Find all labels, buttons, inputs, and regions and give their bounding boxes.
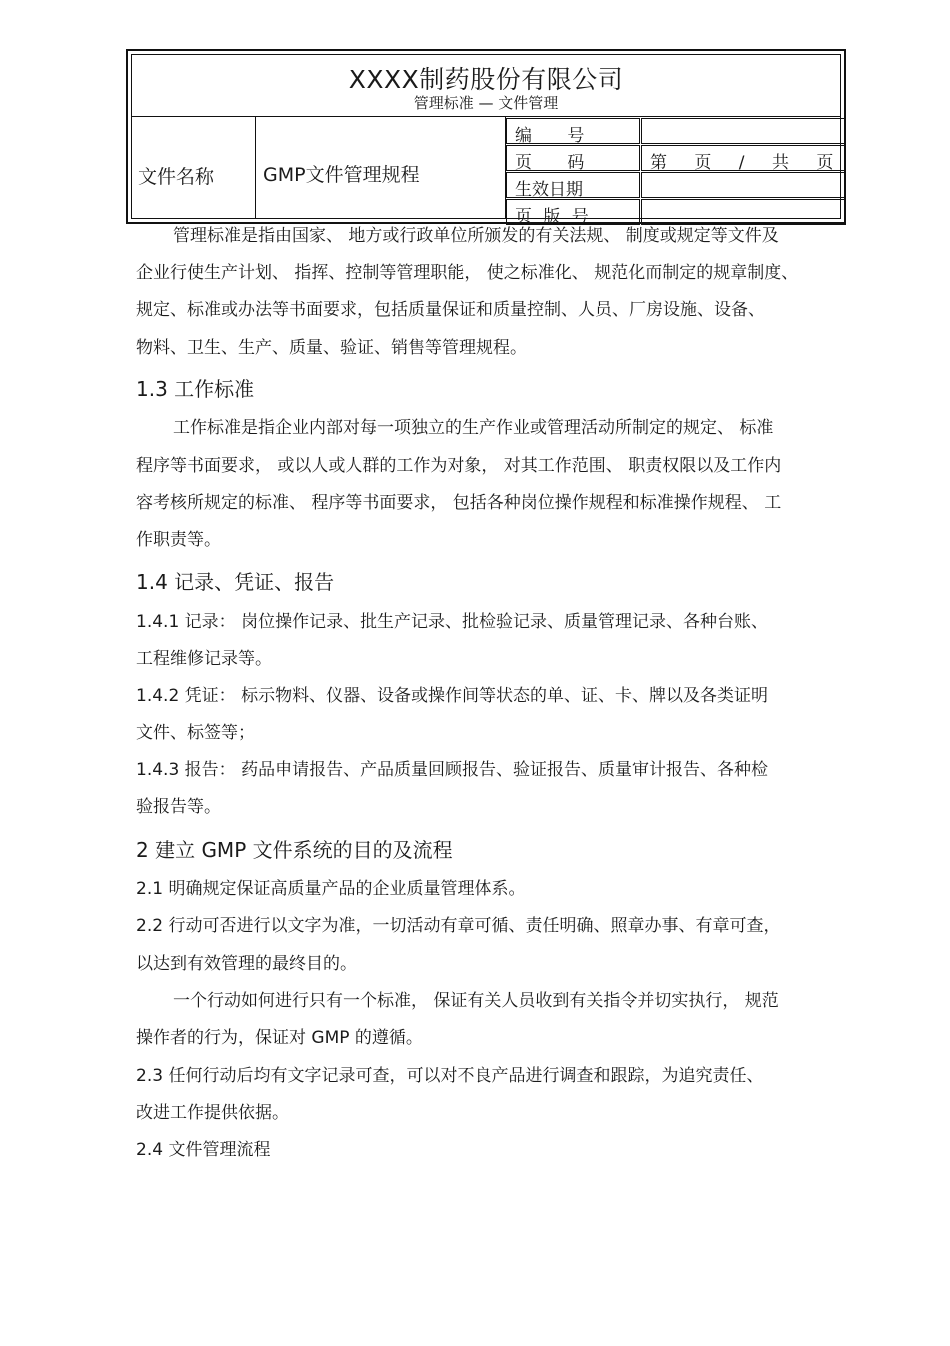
page-label: 页 码 (515, 153, 585, 173)
file-name-value: GMP文件管理规程 (263, 164, 420, 186)
paragraph-line: 改进工作提供依据。 (136, 1103, 289, 1123)
paragraph-line: 验报告等。 (136, 797, 221, 817)
document-category: 管理标准 — 文件管理 (413, 94, 559, 112)
paragraph-line: 以达到有效管理的最终目的。 (136, 954, 357, 974)
page-value: 第 页 / 共 页 (650, 153, 834, 173)
paragraph-line: 容考核所规定的标准、 程序等书面要求， 包括各种岗位操作规程和标准操作规程、 工 (136, 493, 782, 513)
paragraph-line: 工程维修记录等。 (136, 649, 272, 669)
document-header-inner (131, 54, 841, 227)
paragraph-line: 1.4.1 记录： 岗位操作记录、批生产记录、批检验记录、质量管理记录、各种台账、 (136, 612, 769, 632)
paragraph-line: 操作者的行为，保证对 GMP 的遵循。 (136, 1028, 423, 1048)
title-row (132, 55, 840, 117)
section-heading-2: 2 建立 GMP 文件系统的目的及流程 (136, 838, 453, 862)
effective-date-value-box (641, 172, 846, 198)
paragraph-line: 2.3 任何行动后均有文字记录可查，可以对不良产品进行调查和跟踪，为追究责任、 (136, 1066, 764, 1086)
file-name-label: 文件名称 (138, 166, 215, 188)
number-value-box (641, 118, 846, 144)
divider-1 (255, 117, 256, 218)
paragraph-line: 2.1 明确规定保证高质量产品的企业质量管理体系。 (136, 879, 526, 899)
section-heading-1-4: 1.4 记录、凭证、报告 (136, 570, 335, 594)
paragraph-line: 规定、标准或办法等书面要求，包括质量保证和质量控制、人员、厂房设施、设备、 (136, 300, 765, 320)
paragraph-line: 文件、标签等； (136, 723, 255, 743)
section-heading-1-3: 1.3 工作标准 (136, 377, 255, 401)
paragraph-line: 作职责等。 (136, 530, 221, 550)
document-header (126, 49, 846, 227)
company-name: XXXX制药股份有限公司 (348, 65, 624, 94)
number-label: 编 号 (515, 126, 585, 146)
edition-label: 页 版 号 (515, 207, 589, 227)
paragraph-line: 物料、卫生、生产、质量、验证、销售等管理规程。 (136, 338, 527, 358)
edition-value-box (641, 199, 846, 225)
paragraph-line: 一个行动如何进行只有一个标准， 保证有关人员收到有关指令并切实执行， 规范 (173, 991, 779, 1011)
paragraph-line: 1.4.3 报告： 药品申请报告、产品质量回顾报告、验证报告、质量审计报告、各种检 (136, 760, 769, 780)
paragraph-line: 工作标准是指企业内部对每一项独立的生产作业或管理活动所制定的规定、 标准 (173, 418, 774, 438)
paragraph-line: 1.4.2 凭证： 标示物料、仪器、设备或操作间等状态的单、证、卡、牌以及各类证明 (136, 686, 769, 706)
paragraph-line: 管理标准是指由国家、 地方或行政单位所颁发的有关法规、 制度或规定等文件及 (173, 226, 779, 246)
paragraph-line: 2.2 行动可否进行以文字为准，一切活动有章可循、责任明确、照章办事、有章可查， (136, 916, 781, 936)
paragraph-line: 2.4 文件管理流程 (136, 1140, 271, 1160)
effective-date-label: 生效日期 (515, 180, 583, 200)
paragraph-line: 企业行使生产计划、 指挥、控制等管理职能， 使之标准化、 规范化而制定的规章制度、 (136, 263, 799, 283)
paragraph-line: 程序等书面要求， 或以人或人群的工作为对象， 对其工作范围、 职责权限以及工作内 (136, 456, 782, 476)
